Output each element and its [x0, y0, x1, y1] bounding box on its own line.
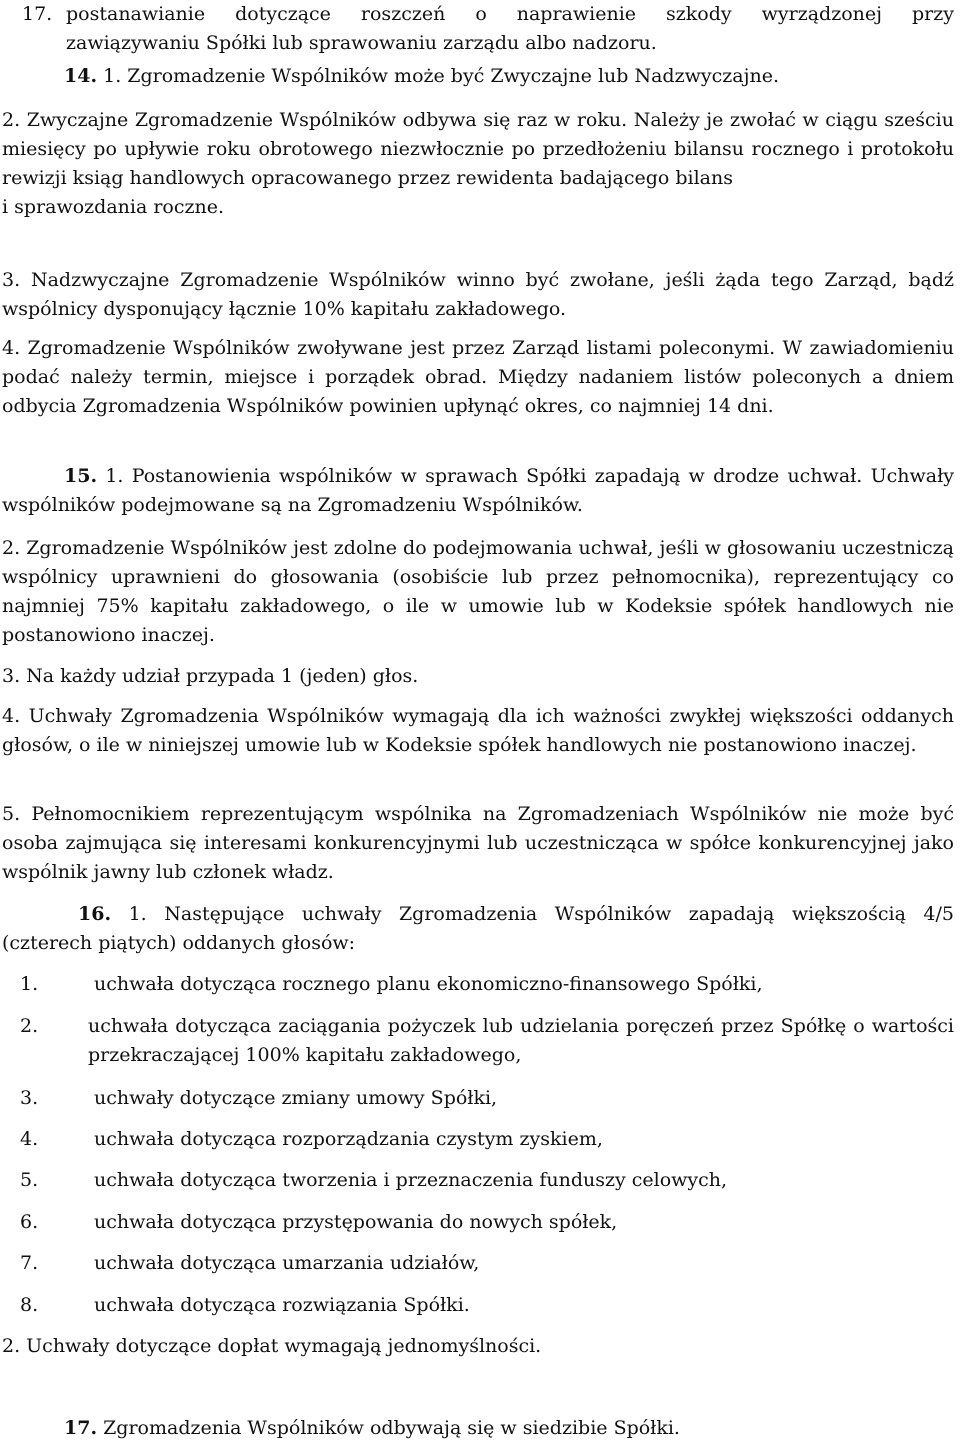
list-item-number: 7.: [20, 1252, 39, 1274]
section-number: 16.: [78, 903, 112, 925]
list-item-number: 4.: [20, 1128, 39, 1150]
paragraph-text-cont: i sprawozdania roczne.: [2, 196, 225, 218]
section-number: 15.: [64, 465, 98, 487]
list-item-number: 6.: [20, 1211, 39, 1233]
section-15-p2: 2. Zgromadzenie Wspólników jest zdolne do podejmowania uchwał, jeśli w głosowaniu uczestniczą wspólnicy uprawnieni do głosowania (osobiście lub przez pełnomocnika), reprezentujący co najmniej 75% kapitału zakładowego, o ile w umowie lub w Kodeksie spółek handlowych nie postanowiono inaczej.: [2, 537, 954, 646]
list-item-text: uchwała dotycząca przystępowania do nowych spółek,: [94, 1211, 618, 1233]
section-14-p4: 4. Zgromadzenie Wspólników zwoływane jest przez Zarząd listami poleconymi. W zawiadomieniu podać należy termin, miejsce i porządek obrad. Między nadaniem listów poleconych a dniem odbycia Zgromadzenia Wspólników powinien upłynąć okres, co najmniej 14 dni.: [2, 337, 954, 417]
section-15-p4: 4. Uchwały Zgromadzenia Wspólników wymagają dla ich ważności zwykłej większości oddanych głosów, o ile w niniejszej umowie lub w Kodeksie spółek handlowych nie postanowiono inaczej.: [2, 705, 954, 756]
section-14-p1: [64, 62, 954, 91]
section-16-p1: [2, 900, 954, 958]
list-item-text: uchwała dotycząca rozporządzania czystym zyskiem,: [94, 1128, 603, 1150]
list-item-text: uchwały dotyczące zmiany umowy Spółki,: [94, 1087, 498, 1109]
section-15-p5: 5. Pełnomocnikiem reprezentującym wspólnika na Zgromadzeniach Wspólników nie może być osoba zajmująca się interesami konkurencyjnymi lub uczestnicząca w spółce konkurencyjnej jako wspólnik jawny lub członek władz.: [2, 803, 954, 883]
list-item-number: 8.: [20, 1294, 39, 1316]
paragraph-text: Zgromadzenia Wspólników odbywają się w siedzibie Spółki.: [103, 1417, 680, 1439]
paragraph-text: 2. Zwyczajne Zgromadzenie Wspólników odbywa się raz w roku. Należy je zwołać w ciągu sześciu miesięcy po upływie roku obrotowego niezwłocznie po przedłożeniu bilansu rocznego i protokołu rewizji ksiąg handlowych opracowanego przez rewidenta badającego bilans: [2, 109, 954, 189]
paragraph-text: 1. Postanowienia wspólników w sprawach Spółki zapadają w drodze uchwał. Uchwały wspólników podejmowane są na Zgromadzeniu Wspólników.: [2, 465, 954, 516]
clause-17-top: [2, 0, 954, 58]
clause-text-line2: zawiązywaniu Spółki lub sprawowaniu zarządu albo nadzoru.: [66, 32, 657, 54]
paragraph-text: 1. Zgromadzenie Wspólników może być Zwyczajne lub Nadzwyczajne.: [103, 65, 779, 87]
section-14-p2: [2, 106, 954, 222]
list-item-text: uchwała dotycząca zaciągania pożyczek lub udzielania poręczeń przez Spółkę o wartości przekraczającej 100% kapitału zakładowego,: [88, 1015, 954, 1066]
list-item-number: 5.: [20, 1169, 39, 1191]
list-item-number: 3.: [20, 1087, 39, 1109]
section-16-p2: 2. Uchwały dotyczące dopłat wymagają jednomyślności.: [2, 1335, 542, 1357]
section-14-p3: 3. Nadzwyczajne Zgromadzenie Wspólników winno być zwołane, jeśli żąda tego Zarząd, bądź wspólnicy dysponujący łącznie 10% kapitału zakładowego.: [2, 269, 954, 320]
list-item-number: 1.: [20, 973, 39, 995]
section-number: 17.: [64, 1417, 98, 1439]
paragraph-text: 1. Następujące uchwały Zgromadzenia Wspólników zapadają większością 4/5 (czterech piątych) oddanych głosów:: [2, 903, 955, 954]
list-item-number: 2.: [20, 1015, 39, 1037]
section-15-p1: [2, 462, 954, 520]
clause-text-line1: postanawianie dotyczące roszczeń o naprawienie szkody wyrządzonej przy: [66, 3, 954, 25]
clause-number: 17.: [22, 3, 53, 25]
list-item-text: uchwała dotycząca rozwiązania Spółki.: [94, 1294, 470, 1316]
list-item-text: uchwała dotycząca tworzenia i przeznaczenia funduszy celowych,: [94, 1169, 728, 1191]
section-17-p1: [2, 1414, 954, 1443]
list-item-text: uchwała dotycząca rocznego planu ekonomiczno-finansowego Spółki,: [94, 973, 763, 995]
list-item-text: uchwała dotycząca umarzania udziałów,: [94, 1252, 480, 1274]
section-15-p3: 3. Na każdy udział przypada 1 (jeden) głos.: [2, 665, 419, 687]
section-number: 14.: [64, 65, 98, 87]
